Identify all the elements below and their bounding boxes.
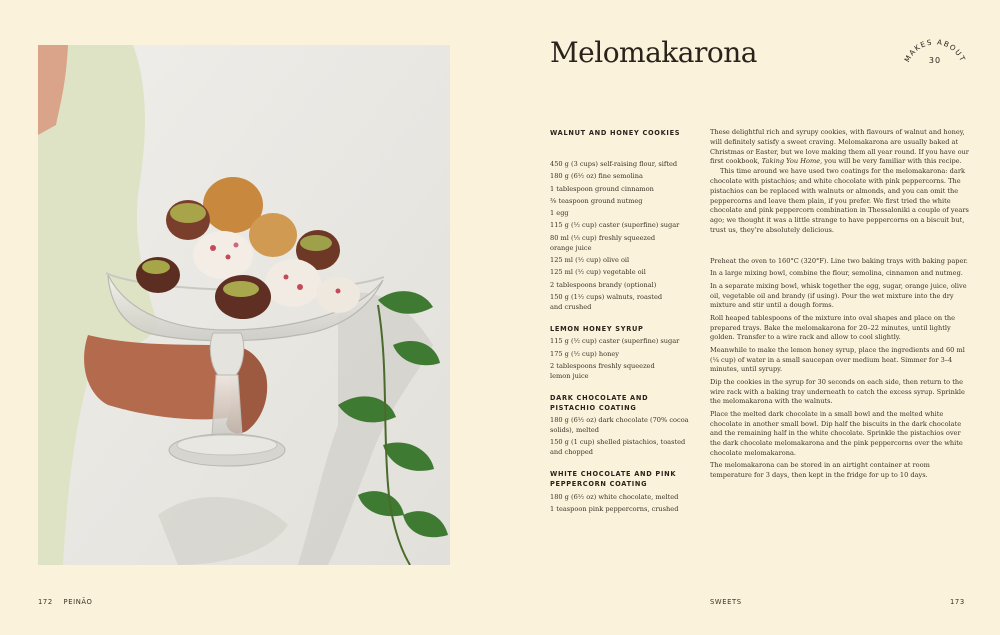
ingredient-item: 115 g (½ cup) caster (superfine) sugar [550,337,680,346]
heading-line: WHITE CHOCOLATE AND PINK [550,470,677,479]
heading-line: DARK CHOCOLATE AND [550,393,649,402]
running-head: PEINÃO [63,598,93,606]
method-step: Preheat the oven to 160°C (320°F). Line two baking trays with baking paper. [710,257,968,265]
ingredient-list-dark-chocolate [550,415,700,457]
yield-badge [900,35,970,85]
recipe-intro [710,128,972,236]
ingredient-continuation: and crushed [550,302,592,311]
page-number: 172 [38,598,53,606]
ingredient-item: 125 ml (½ cup) olive oil [550,256,630,265]
page-number-right: 173 [950,598,965,606]
recipe-title: Melomakarona [550,36,757,69]
ingredient-item: ⅜ teaspoon ground nutmeg [550,196,643,205]
ingredient-item [550,437,700,457]
ingredient-continuation: orange juice [550,243,592,252]
ingredient-list-cookies [550,159,700,312]
section-heading-cookies: WALNUT AND HONEY COOKIES [550,129,681,137]
recipe-photo [38,45,450,565]
ingredients-column [550,128,700,514]
ingredient-text: 150 g (1½ cups) walnuts, roasted [550,292,663,301]
ingredient-item [550,292,700,312]
ingredient-text: 150 g (1 cup) shelled pistachios, toasted [550,438,686,447]
ingredient-item [550,233,700,253]
ingredient-item: 125 ml (½ cup) vegetable oil [550,268,646,277]
ingredient-continuation: solids), melted [550,426,599,435]
cookies-on-cake-stand-illustration [38,45,450,565]
intro-text: These delightful rich and syrupy cookies, with flavours of walnut and honey, will definitely satisfy a sweet craving. Melomakarona are usually baked at Christmas or Easter, but we love making them all year round. If you have our first cookbook, [710,128,969,166]
method-step: The melomakarona can be stored in an airtight container at room temperature for 3 days, then kept in the fridge for up to 10 days. [710,461,930,480]
heading-line: PISTACHIO COATING [550,403,637,412]
ingredient-item: 450 g (3 cups) self-raising flour, sifted [550,160,678,168]
method-step: Place the melted dark chocolate in a small bowl and the melted white chocolate in another small bowl. Dip half the biscuits in the dark chocolate and the remaining half in the white chocolate. Sprinkle the pistachios over the dark chocolate melomakarona and the pink peppercorns over the white chocolate melomakarona. [710,409,963,457]
intro-text: , you will be very familiar with this recipe. [820,157,962,166]
ingredient-item [550,415,700,435]
ingredient-list-syrup [550,336,700,381]
ingredient-item: 1 teaspoon pink peppercorns, crushed [550,505,679,514]
ingredient-continuation: lemon juice [550,371,589,380]
section-heading-white-chocolate [550,469,700,489]
ingredient-list-white-chocolate [550,492,700,514]
ingredient-item: 175 g (½ cup) honey [550,349,619,358]
ingredient-continuation: and chopped [550,448,593,457]
section-heading-dark-chocolate [550,393,700,413]
section-heading-syrup: LEMON HONEY SYRUP [550,324,644,333]
method-step: Roll heaped tablespoons of the mixture into oval shapes and place on the prepared trays. Bake the melomakarona for 20–22 minutes, until lightly golden. Transfer to a wire rack and allow to cool slightly. [710,313,956,342]
running-head-sweets: SWEETS [710,598,742,606]
ingredient-item: 180 g (6½ oz) fine semolina [550,172,643,181]
ingredient-item [550,361,700,381]
ingredient-text: 180 g (6½ oz) dark chocolate (70% cocoa [550,416,689,425]
ingredient-item: 115 g (½ cup) caster (superfine) sugar [550,221,680,230]
method-step: In a large mixing bowl, combine the flour, semolina, cinnamon and nutmeg. [710,269,963,278]
method-step: In a separate mixing bowl, whisk together the egg, sugar, orange juice, olive oil, vegetable oil and brandy (if using). Pour the wet mixture into the dry mixture and stir until a dough forms. [710,281,967,310]
method-step: Meanwhile to make the lemon honey syrup, place the ingredients and 60 ml (¼ cup) of water in a small saucepan over medium heat. Simmer for 3–4 minutes, until syrupy. [710,345,965,374]
book-title: Taking You Home [761,157,821,166]
left-page-footer [38,598,93,606]
ingredient-text: 2 tablespoons freshly squeezed [550,361,655,370]
ingredient-item: 180 g (6½ oz) white chocolate, melted [550,492,679,501]
yield-count: 30 [928,56,942,65]
heading-line: PEPPERCORN COATING [550,480,648,489]
ingredient-item: 2 tablespoons brandy (optional) [550,280,657,289]
ingredient-text: 80 ml (⅓ cup) freshly squeezed [550,233,656,242]
intro-paragraph-2: This time around we have used two coatings for the melomakarona: dark chocolate with pistachios; and white chocolate with pink peppercorns. The pistachios can be replaced with walnuts or almonds, and you can omit the peppercorns and leave them plain, if you prefer. We first tried the white chocolate and pink peppercorn combination in Thessaloniki a couple of years ago; we thought it was a little strange to have peppercorns on a biscuit but, trust us, they’re absolutely delicious. [710,167,969,234]
method-step: Dip the cookies in the syrup for 30 seconds on each side, then return to the wire rack with a baking tray underneath to catch the excess syrup. Sprinkle the melomakarona with the walnuts. [710,377,965,406]
ingredient-item: 1 tablespoon ground cinnamon [550,184,654,193]
ingredient-item: 1 egg [550,209,569,218]
method-steps [710,257,972,483]
yield-label: MAKES ABOUT [902,37,968,64]
